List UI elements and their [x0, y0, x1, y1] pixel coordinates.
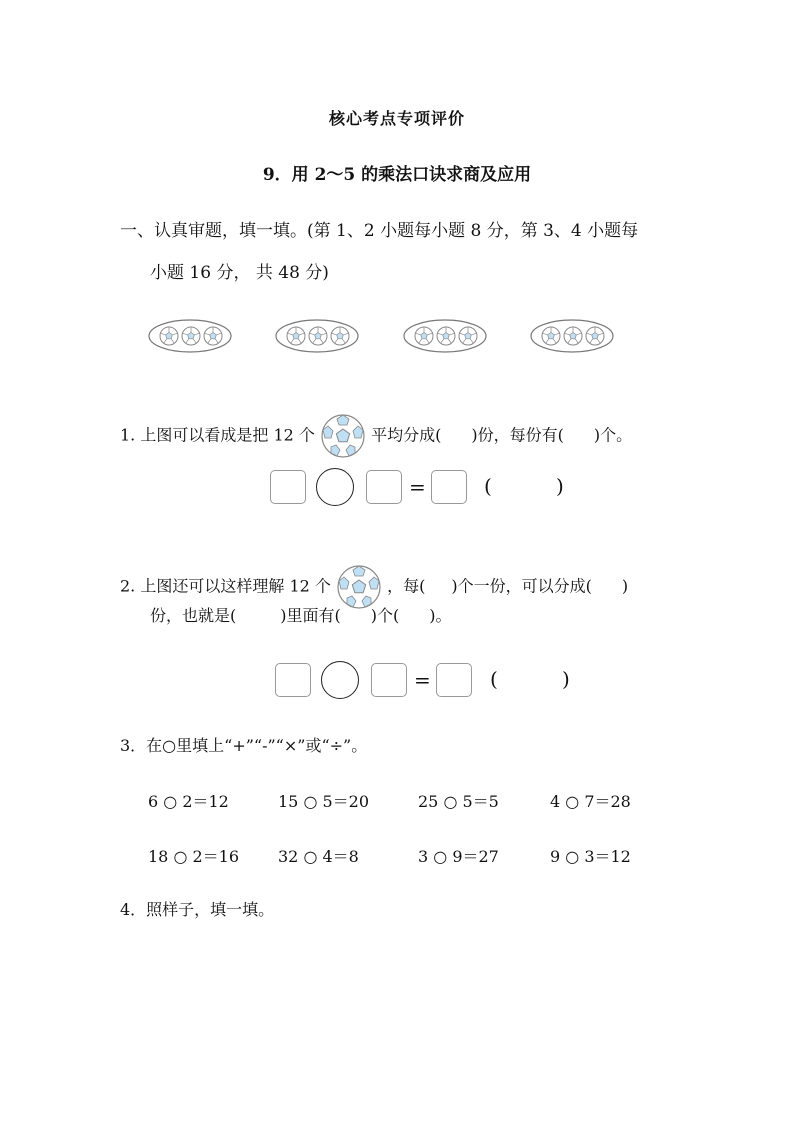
page-title: 核心考点专项评价 [328, 109, 465, 128]
q2-equals-sign: = [414, 668, 431, 692]
q2-text-d: ) [621, 576, 629, 596]
q2-unit-paren-close: ) [562, 667, 570, 691]
question-3: 3．在○里填上“+”“-”“×”或“÷”。 [120, 736, 368, 755]
q2-text-e: 份，也就是( [150, 606, 237, 625]
q3-item-7[interactable]: 3 ○ 9＝27 [418, 847, 499, 866]
q1-unit-paren-close: ) [556, 474, 564, 498]
q1-text-d: )个。 [593, 425, 633, 445]
q3-item-8[interactable]: 9 ○ 3＝12 [550, 847, 631, 866]
q2-unit-paren-open: ( [490, 667, 498, 691]
q2-text-c: )个一份，可以分成( [451, 576, 592, 596]
q2-text-b: ，每( [387, 576, 426, 596]
q1-text-b: 平均分成( [371, 425, 442, 445]
soccer-ball-icon [320, 413, 366, 459]
ball-group-2 [276, 320, 358, 352]
q1-operator-circle[interactable] [316, 468, 354, 506]
q1-equals-sign: = [409, 475, 426, 499]
q3-item-3[interactable]: 25 ○ 5＝5 [418, 792, 499, 811]
q2-text-g: )个( [370, 606, 400, 625]
q1-equation-box-1[interactable] [270, 470, 306, 504]
q3-item-6[interactable]: 32 ○ 4＝8 [278, 847, 359, 866]
question-4: 4．照样子，填一填。 [120, 900, 275, 919]
section-instruction-line2: 小题 16 分， 共 48 分) [150, 263, 329, 283]
q3-item-5[interactable]: 18 ○ 2＝16 [148, 847, 240, 866]
q3-item-2[interactable]: 15 ○ 5＝20 [278, 792, 370, 811]
q1-equation-box-2[interactable] [366, 470, 402, 504]
q2-text-a: 2. 上图还可以这样理解 12 个 [120, 576, 331, 596]
q2-text-h: )。 [429, 606, 452, 625]
ball-groups-illustration [145, 316, 645, 358]
q1-text-c: )份，每份有( [471, 425, 564, 445]
q2-equation-box-2[interactable] [371, 663, 407, 697]
q3-item-4[interactable]: 4 ○ 7＝28 [550, 792, 631, 811]
q1-equation-box-3[interactable] [431, 470, 467, 504]
q2-text-f: )里面有( [280, 606, 341, 625]
q1-text-a: 1. 上图可以看成是把 12 个 [120, 425, 315, 445]
q1-unit-paren-open: ( [484, 474, 492, 498]
q2-operator-circle[interactable] [321, 661, 359, 699]
ball-group-3 [404, 320, 486, 352]
question-1 [120, 413, 632, 459]
page-subtitle: 9．用 2～5 的乘法口诀求商及应用 [262, 165, 532, 185]
ball-group-4 [531, 320, 613, 352]
ball-group-1 [149, 320, 231, 352]
question-2-line2 [150, 603, 452, 626]
q3-item-1[interactable]: 6 ○ 2＝12 [148, 792, 229, 811]
q2-equation-box-3[interactable] [436, 663, 472, 697]
q2-equation-box-1[interactable] [275, 663, 311, 697]
section-instruction-line1: 一、认真审题，填一填。(第 1、2 小题每小题 8 分，第 3、4 小题每 [120, 221, 639, 241]
